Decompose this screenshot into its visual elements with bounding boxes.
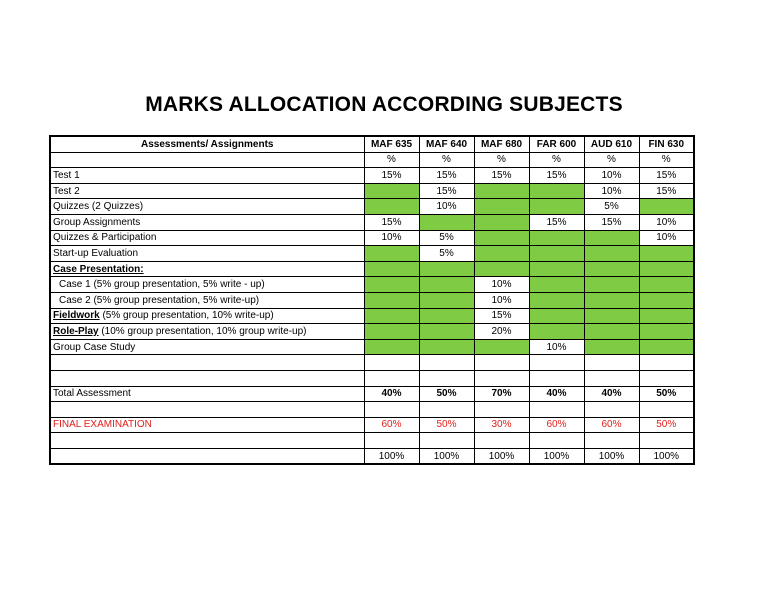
blank-cell	[419, 433, 474, 449]
mark-cell: 15%	[474, 308, 529, 324]
subject-header: MAF 635	[364, 136, 419, 152]
grand-total-cell: 100%	[474, 448, 529, 464]
mark-cell	[529, 199, 584, 215]
mark-cell: 15%	[419, 168, 474, 184]
assessment-label	[50, 324, 364, 340]
mark-cell	[364, 183, 419, 199]
mark-cell	[474, 183, 529, 199]
blank-cell	[529, 355, 584, 371]
mark-cell	[419, 324, 474, 340]
total-cell: 40%	[584, 386, 639, 402]
mark-cell	[364, 308, 419, 324]
mark-cell	[584, 308, 639, 324]
total-row	[50, 386, 694, 402]
blank-cell	[529, 433, 584, 449]
mark-cell: 10%	[639, 230, 694, 246]
blank-cell	[639, 370, 694, 386]
mark-cell	[364, 324, 419, 340]
table-row	[50, 214, 694, 230]
table-row	[50, 246, 694, 262]
header-row	[50, 136, 694, 152]
marks-table	[49, 135, 695, 465]
mark-cell	[584, 246, 639, 262]
mark-cell: 10%	[364, 230, 419, 246]
blank-cell	[364, 370, 419, 386]
mark-cell: 15%	[639, 168, 694, 184]
mark-cell	[419, 214, 474, 230]
total-cell: 40%	[364, 386, 419, 402]
table-row	[50, 168, 694, 184]
blank-row	[50, 433, 694, 449]
mark-cell: 20%	[474, 324, 529, 340]
assessment-label: Group Assignments	[50, 214, 364, 230]
total-cell: 50%	[639, 386, 694, 402]
table-row	[50, 308, 694, 324]
assessment-label	[50, 308, 364, 324]
blank-cell	[50, 402, 364, 418]
percent-cell: %	[364, 152, 419, 168]
subject-header: FIN 630	[639, 136, 694, 152]
assessment-label-underlined: Fieldwork	[53, 310, 100, 322]
final-exam-cell: 60%	[364, 417, 419, 433]
assessment-label-underlined: Case Presentation:	[53, 263, 144, 275]
blank-cell	[474, 355, 529, 371]
mark-cell: 15%	[584, 214, 639, 230]
mark-cell	[529, 308, 584, 324]
mark-cell	[419, 261, 474, 277]
assessment-label	[50, 261, 364, 277]
mark-cell: 10%	[584, 183, 639, 199]
page-title: MARKS ALLOCATION ACCORDING SUBJECTS	[145, 93, 623, 116]
blank-cell	[474, 402, 529, 418]
mark-cell: 5%	[419, 230, 474, 246]
blank-cell	[639, 433, 694, 449]
mark-cell	[529, 292, 584, 308]
assessment-label: Case 2 (5% group presentation, 5% write-up)	[50, 292, 364, 308]
table-row	[50, 230, 694, 246]
assessment-label-underlined: Role-Play	[53, 325, 99, 337]
blank-row	[50, 370, 694, 386]
mark-cell	[474, 261, 529, 277]
final-exam-cell: 30%	[474, 417, 529, 433]
mark-cell	[419, 339, 474, 355]
blank-cell	[364, 402, 419, 418]
header-assessments: Assessments/ Assignments	[50, 136, 364, 152]
table-row	[50, 324, 694, 340]
blank-cell	[584, 433, 639, 449]
total-cell: 40%	[529, 386, 584, 402]
assessment-label: Test 1	[50, 168, 364, 184]
grand-total-cell: 100%	[584, 448, 639, 464]
mark-cell: 10%	[474, 277, 529, 293]
blank-cell	[50, 433, 364, 449]
mark-cell	[474, 246, 529, 262]
blank-cell	[529, 370, 584, 386]
assessment-label-detail: (10% group presentation, 10% group write-up)	[98, 325, 307, 337]
mark-cell	[639, 292, 694, 308]
mark-cell: 10%	[474, 292, 529, 308]
mark-cell	[419, 292, 474, 308]
final-exam-cell: 50%	[639, 417, 694, 433]
final-exam-cell: 60%	[584, 417, 639, 433]
mark-cell	[529, 261, 584, 277]
blank-cell	[419, 402, 474, 418]
mark-cell: 15%	[364, 168, 419, 184]
subject-header: MAF 640	[419, 136, 474, 152]
mark-cell	[639, 199, 694, 215]
mark-cell	[364, 277, 419, 293]
mark-cell	[419, 308, 474, 324]
mark-cell	[419, 277, 474, 293]
blank-cell	[584, 370, 639, 386]
grand-total-cell: 100%	[364, 448, 419, 464]
mark-cell	[474, 199, 529, 215]
mark-cell: 15%	[529, 168, 584, 184]
mark-cell	[584, 277, 639, 293]
mark-cell	[474, 230, 529, 246]
blank-cell	[639, 355, 694, 371]
mark-cell	[529, 277, 584, 293]
table-row	[50, 261, 694, 277]
percent-cell: %	[584, 152, 639, 168]
mark-cell: 15%	[529, 214, 584, 230]
mark-cell: 5%	[419, 246, 474, 262]
blank-cell	[364, 355, 419, 371]
table-row	[50, 277, 694, 293]
assessment-label-detail: (5% group presentation, 10% write-up)	[99, 310, 274, 322]
percent-cell: %	[419, 152, 474, 168]
mark-cell	[529, 324, 584, 340]
blank-cell	[419, 355, 474, 371]
mark-cell: 10%	[529, 339, 584, 355]
subject-header: MAF 680	[474, 136, 529, 152]
mark-cell	[364, 339, 419, 355]
blank-cell	[584, 402, 639, 418]
percent-cell: %	[474, 152, 529, 168]
mark-cell	[584, 261, 639, 277]
mark-cell	[639, 261, 694, 277]
mark-cell	[584, 324, 639, 340]
blank-cell	[474, 433, 529, 449]
mark-cell	[639, 277, 694, 293]
blank-cell	[474, 370, 529, 386]
mark-cell	[639, 339, 694, 355]
mark-cell: 5%	[584, 199, 639, 215]
table-row	[50, 339, 694, 355]
mark-cell: 15%	[639, 183, 694, 199]
blank-row	[50, 355, 694, 371]
mark-cell	[364, 292, 419, 308]
blank-cell	[529, 402, 584, 418]
percent-cell: %	[639, 152, 694, 168]
mark-cell: 10%	[419, 199, 474, 215]
blank-cell	[419, 370, 474, 386]
blank-row	[50, 402, 694, 418]
percent-row	[50, 152, 694, 168]
percent-cell: %	[529, 152, 584, 168]
mark-cell	[474, 214, 529, 230]
table-row	[50, 292, 694, 308]
blank-cell	[50, 355, 364, 371]
assessment-label: Quizzes & Participation	[50, 230, 364, 246]
mark-cell	[639, 246, 694, 262]
assessment-label: Case 1 (5% group presentation, 5% write - up)	[50, 277, 364, 293]
subject-header: FAR 600	[529, 136, 584, 152]
mark-cell	[639, 308, 694, 324]
mark-cell	[529, 183, 584, 199]
table-row	[50, 183, 694, 199]
grand-total-cell: 100%	[639, 448, 694, 464]
mark-cell: 15%	[419, 183, 474, 199]
mark-cell	[584, 339, 639, 355]
blank-cell	[50, 370, 364, 386]
mark-cell: 10%	[639, 214, 694, 230]
table-row	[50, 199, 694, 215]
total-cell: 70%	[474, 386, 529, 402]
grand-total-cell: 100%	[529, 448, 584, 464]
final-exam-cell: 50%	[419, 417, 474, 433]
total-cell: 50%	[419, 386, 474, 402]
mark-cell	[364, 246, 419, 262]
blank-cell	[639, 402, 694, 418]
mark-cell	[639, 324, 694, 340]
blank-cell	[364, 433, 419, 449]
final-exam-row	[50, 417, 694, 433]
mark-cell	[474, 339, 529, 355]
mark-cell: 15%	[474, 168, 529, 184]
mark-cell: 10%	[584, 168, 639, 184]
assessment-label: Start-up Evaluation	[50, 246, 364, 262]
grand-total-row	[50, 448, 694, 464]
mark-cell	[584, 230, 639, 246]
total-label: Total Assessment	[50, 386, 364, 402]
mark-cell	[364, 261, 419, 277]
mark-cell	[529, 246, 584, 262]
blank-cell	[50, 448, 364, 464]
final-exam-label: FINAL EXAMINATION	[50, 417, 364, 433]
mark-cell	[529, 230, 584, 246]
blank-cell	[584, 355, 639, 371]
grand-total-cell: 100%	[419, 448, 474, 464]
mark-cell	[364, 199, 419, 215]
mark-cell: 15%	[364, 214, 419, 230]
assessment-label: Test 2	[50, 183, 364, 199]
assessment-label: Group Case Study	[50, 339, 364, 355]
mark-cell	[584, 292, 639, 308]
subject-header: AUD 610	[584, 136, 639, 152]
final-exam-cell: 60%	[529, 417, 584, 433]
blank-cell	[50, 152, 364, 168]
assessment-label: Quizzes (2 Quizzes)	[50, 199, 364, 215]
